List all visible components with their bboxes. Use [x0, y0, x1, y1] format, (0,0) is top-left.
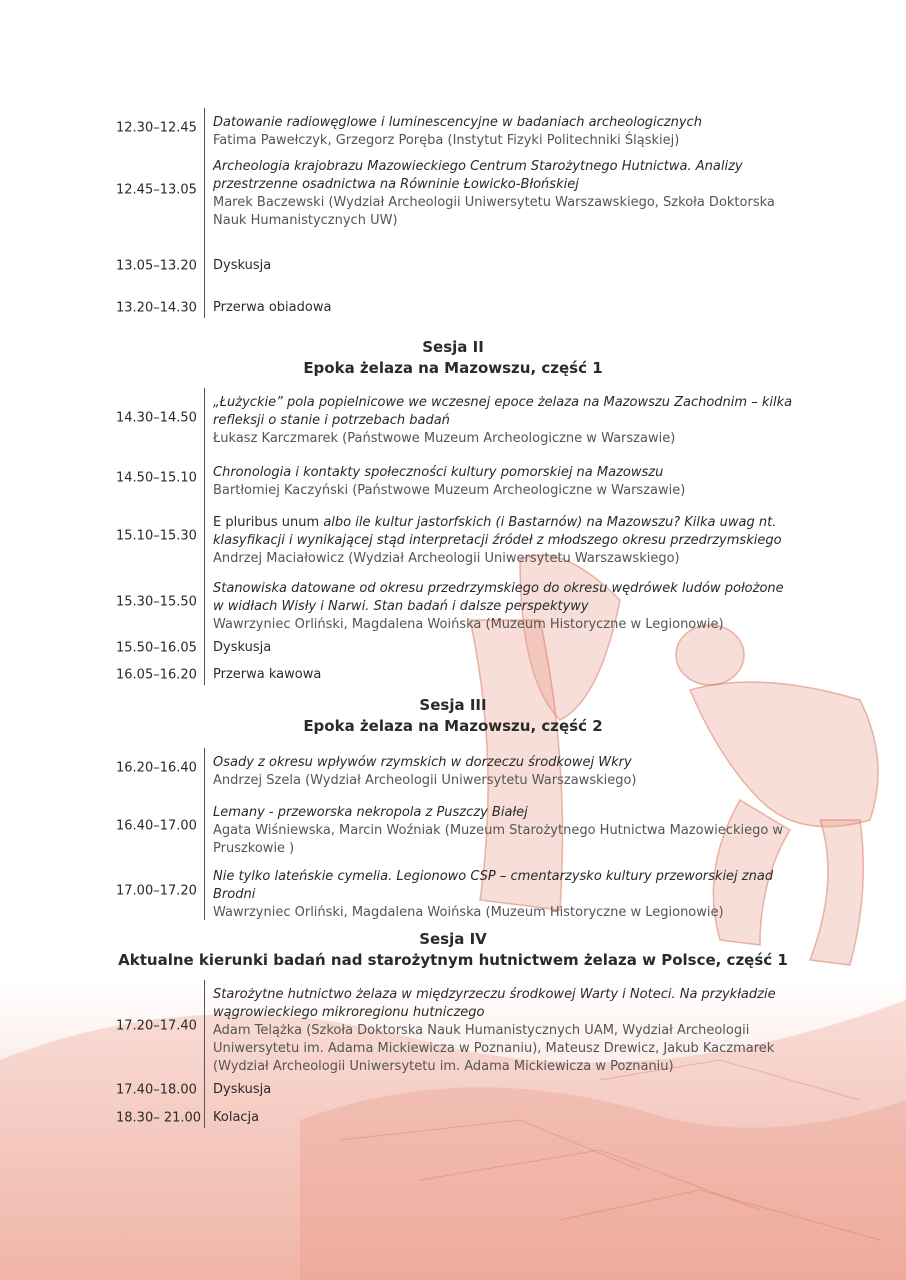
break-label: Dyskusja	[213, 640, 272, 655]
time-slot: 12.45–13.05	[116, 182, 197, 198]
talk-authors: Fatima Pawełczyk, Grzegorz Poręba (Instytut Fizyki Politechniki Śląskiej)	[213, 133, 680, 148]
talk-details	[213, 158, 793, 230]
talk-details	[213, 114, 793, 150]
talk-authors: Wawrzyniec Orliński, Magdalena Woińska (Muzeum Historyczne w Legionowie)	[213, 905, 724, 920]
schedule-row	[0, 108, 906, 148]
schedule-row	[0, 256, 906, 276]
talk-title-text: Archeologia krajobrazu Mazowieckiego Centrum Starożytnego Hutnictwa. Analizy przestrzenne osadnictwa na Równinie Łowicko-Błońskiej	[213, 159, 743, 192]
talk-details	[213, 804, 793, 858]
time-slot: 13.05–13.20	[116, 258, 197, 274]
talk-title	[213, 754, 793, 772]
time-slot: 12.30–12.45	[116, 120, 197, 136]
talk-title	[213, 114, 793, 132]
talk-title-text: Nie tylko lateńskie cymelia. Legionowo CSP – cmentarzysko kultury przeworskiej znad Brodni	[213, 869, 774, 902]
talk-title-text: Starożytne hutnictwo żelaza w międzyrzeczu środkowej Warty i Noteci. Na przykładzie wągrowieckiego mikroregionu hutniczego	[213, 987, 776, 1020]
talk-title	[213, 986, 793, 1022]
schedule-row	[0, 862, 906, 920]
talk-title-text: Stanowiska datowane od okresu przedrzymskiego do okresu wędrówek ludów położone w widłach Wisły i Narwi. Stan badań i dalsze perspektywy	[213, 581, 784, 614]
time-slot: 14.30–14.50	[116, 410, 197, 426]
talk-details	[213, 299, 793, 317]
break-label: Kolacja	[213, 1110, 260, 1125]
talk-details	[213, 257, 793, 275]
time-slot: 17.00–17.20	[116, 883, 197, 899]
talk-title-text: albo ile kultur jastorfskich (i Bastarnów) na Mazowszu? Kilka uwag nt. klasyfikacji i wynikającej stąd interpretacji źródeł z młodszego okresu przedrzymskiego	[213, 515, 782, 548]
time-slot: 16.20–16.40	[116, 760, 197, 776]
talk-title-text: Datowanie radiowęglowe i luminescencyjne w badaniach archeologicznych	[213, 115, 702, 130]
session-title: Aktualne kierunki badań nad starożytnym hutnictwem żelaza w Polsce, część 1	[118, 951, 788, 969]
time-slot: 17.20–17.40	[116, 1018, 197, 1034]
break-label: Dyskusja	[213, 1082, 272, 1097]
talk-title	[213, 804, 793, 822]
talk-title	[213, 580, 793, 616]
talk-authors: Andrzej Maciałowicz (Wydział Archeologii Uniwersytetu Warszawskiego)	[213, 551, 680, 566]
talk-authors: Bartłomiej Kaczyński (Państwowe Muzeum Archeologiczne w Warszawie)	[213, 483, 686, 498]
break-label: Przerwa obiadowa	[213, 300, 332, 315]
talk-details	[213, 754, 793, 790]
schedule-row	[0, 388, 906, 448]
talk-authors: Marek Baczewski (Wydział Archeologii Uniwersytetu Warszawskiego, Szkoła Doktorska Nauk Humanistycznych UW)	[213, 195, 775, 228]
talk-authors: Agata Wiśniewska, Marcin Woźniak (Muzeum Starożytnego Hutnictwa Mazowieckiego w Pruszkowie )	[213, 823, 784, 856]
talk-details	[213, 1081, 793, 1099]
time-slot: 13.20–14.30	[116, 300, 197, 316]
talk-authors: Adam Telążka (Szkoła Doktorska Nauk Humanistycznych UAM, Wydział Archeologii Uniwersytetu im. Adama Mickiewicza w Poznaniu), Mateusz Drewicz, Jakub Kaczmarek (Wydział Archeologii Uniwersytetu im. Adama Mickiewicza w Poznaniu)	[213, 1023, 775, 1074]
talk-authors: Łukasz Karczmarek (Państwowe Muzeum Archeologiczne w Warszawie)	[213, 431, 676, 446]
schedule-row	[0, 1108, 906, 1128]
time-slot: 16.40–17.00	[116, 818, 197, 834]
talk-title-text: Chronologia i kontakty społeczności kultury pomorskiej na Mazowszu	[213, 465, 664, 480]
session-number: Sesja II	[422, 338, 484, 356]
schedule-row	[0, 152, 906, 228]
schedule-row	[0, 798, 906, 854]
schedule-row	[0, 980, 906, 1072]
talk-title	[213, 464, 793, 482]
talk-details	[213, 580, 793, 634]
schedule-row	[0, 458, 906, 498]
talk-title-upright: E pluribus unum	[213, 515, 324, 530]
schedule-row	[0, 748, 906, 788]
schedule-row	[0, 1080, 906, 1100]
talk-title	[213, 868, 793, 904]
schedule-row	[0, 574, 906, 630]
session-number: Sesja III	[419, 696, 487, 714]
time-slot: 16.05–16.20	[116, 667, 197, 683]
talk-title	[213, 514, 793, 550]
talk-details	[213, 464, 793, 500]
talk-details	[213, 986, 793, 1076]
talk-details	[213, 514, 793, 568]
talk-details	[213, 639, 793, 657]
break-label: Dyskusja	[213, 258, 272, 273]
talk-details	[213, 1109, 793, 1127]
time-slot: 18.30– 21.00	[116, 1110, 202, 1126]
time-slot: 15.30–15.50	[116, 594, 197, 610]
talk-authors: Andrzej Szela (Wydział Archeologii Uniwersytetu Warszawskiego)	[213, 773, 637, 788]
time-slot: 15.10–15.30	[116, 528, 197, 544]
talk-details	[213, 868, 793, 922]
break-label: Przerwa kawowa	[213, 667, 322, 682]
talk-title	[213, 394, 793, 430]
time-slot: 15.50–16.05	[116, 640, 197, 656]
session-number: Sesja IV	[419, 930, 487, 948]
talk-details	[213, 666, 793, 684]
session-title: Epoka żelaza na Mazowszu, część 2	[303, 717, 603, 735]
session-title: Epoka żelaza na Mazowszu, część 1	[303, 359, 603, 377]
talk-title-text: „Łużyckie” pola popielnicowe we wczesnej epoce żelaza na Mazowszu Zachodnim – kilka refleksji o stanie i potrzebach badań	[213, 395, 793, 428]
time-slot: 17.40–18.00	[116, 1082, 197, 1098]
schedule-row	[0, 638, 906, 658]
time-slot: 14.50–15.10	[116, 470, 197, 486]
talk-authors: Wawrzyniec Orliński, Magdalena Woińska (Muzeum Historyczne w Legionowie)	[213, 617, 724, 632]
schedule-row	[0, 665, 906, 685]
schedule-row	[0, 508, 906, 564]
talk-title-text: Osady z okresu wpływów rzymskich w dorzeczu środkowej Wkry	[213, 755, 632, 770]
schedule-row	[0, 298, 906, 318]
talk-title-text: Lemany - przeworska nekropola z Puszczy Białej	[213, 805, 528, 820]
talk-details	[213, 394, 793, 448]
talk-title	[213, 158, 793, 194]
